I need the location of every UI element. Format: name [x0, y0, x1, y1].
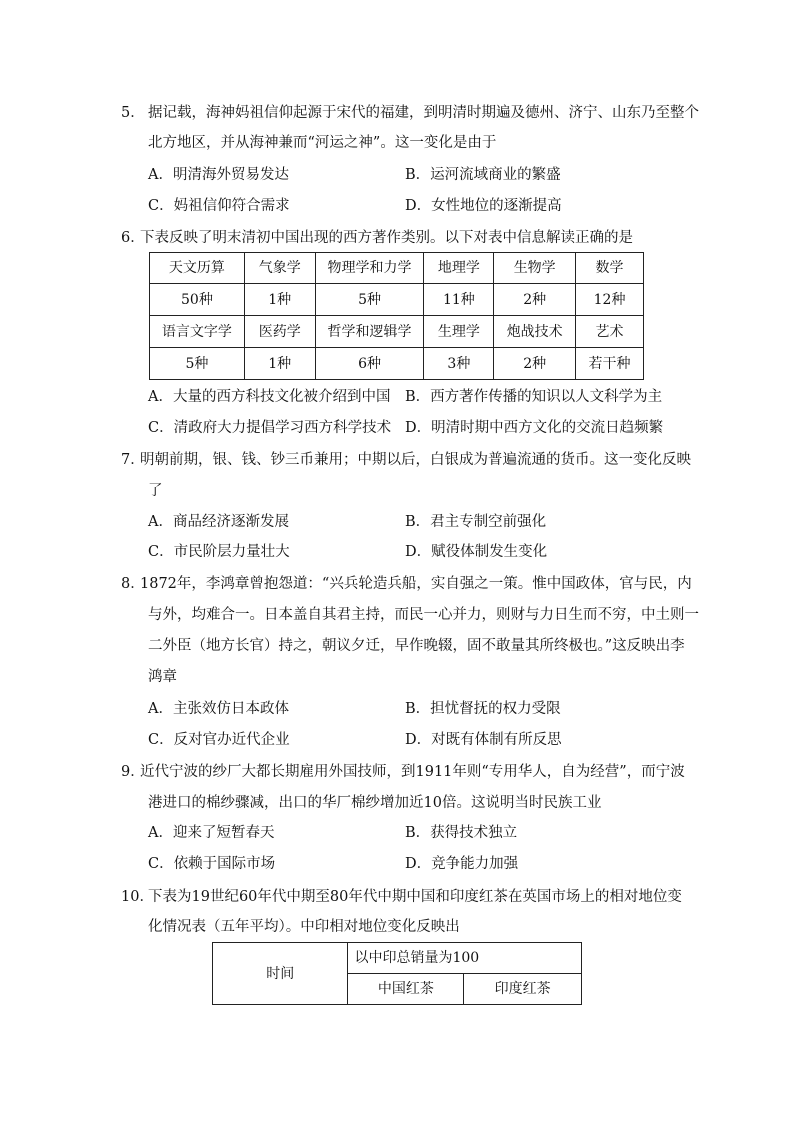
table-cell: 物理学和力学 [315, 253, 424, 284]
option-d: D．赋役体制发生变化 [405, 544, 548, 560]
option-c: C．清政府大力提倡学习西方科学技术 [148, 420, 392, 436]
table-cell: 地理学 [424, 253, 494, 284]
table-header-row [213, 943, 582, 974]
table-cell: 12种 [576, 284, 644, 316]
option-b: B．运河流域商业的繁盛 [405, 167, 561, 183]
option-a: A．大量的西方科技文化被介绍到中国 [148, 389, 391, 405]
question-text-line: 化情况表（五年平均）。中印相对地位变化反映出 [148, 919, 460, 935]
question-number: 10． [121, 889, 154, 905]
table-cell: 生物学 [494, 253, 576, 284]
table-header-india-tea: 印度红茶 [464, 974, 582, 1005]
table-cell: 2种 [494, 284, 576, 316]
option-a: A．主张效仿日本政体 [148, 701, 289, 717]
table-cell: 炮战技术 [494, 316, 576, 348]
table-cell: 5种 [315, 284, 424, 316]
table-cell: 2种 [494, 348, 576, 380]
table-cell: 11种 [424, 284, 494, 316]
table-cell: 生理学 [424, 316, 494, 348]
tea-market-table [212, 942, 582, 1005]
table-row [150, 348, 644, 380]
option-a: A．明清海外贸易发达 [148, 167, 289, 183]
question-text-line: 下表反映了明末清初中国出现的西方著作类别。以下对表中信息解读正确的是 [140, 230, 633, 246]
table-cell: 6种 [315, 348, 424, 380]
question-text-line: 1872年，李鸿章曾抱怨道：“兴兵轮造兵船，实自强之一策。惟中国政体，官与民，内 [140, 576, 692, 592]
table-cell: 气象学 [244, 253, 315, 284]
question-number: 9． [121, 764, 145, 780]
question-text-line: 与外，均难合一。日本盖自其君主持，而民一心并力，则财与力日生而不穷，中土则一 [148, 607, 699, 623]
table-cell: 语言文字学 [150, 316, 245, 348]
question-number: 6． [121, 230, 145, 246]
question-number: 5． [121, 105, 145, 121]
question-text-line: 下表为19世纪60年代中期至80年代中期中国和印度红茶在英国市场上的相对地位变 [148, 889, 682, 905]
option-b: B．君主专制空前强化 [405, 514, 547, 530]
table-header-group: 以中印总销量为100 [348, 943, 582, 974]
table-cell: 5种 [150, 348, 245, 380]
question-text-line: 北方地区，并从海神兼而“河运之神”。这一变化是由于 [148, 135, 497, 151]
option-c: C．市民阶层力量壮大 [148, 544, 290, 560]
table-cell: 数学 [576, 253, 644, 284]
table-cell: 50种 [150, 284, 245, 316]
table-cell: 哲学和逻辑学 [315, 316, 424, 348]
option-c: C．妈祖信仰符合需求 [148, 198, 290, 214]
table-row [150, 316, 644, 348]
table-cell: 1种 [244, 348, 315, 380]
table-cell: 1种 [244, 284, 315, 316]
table-cell: 3种 [424, 348, 494, 380]
question-text-line: 二外臣（地方长官）持之，朝议夕迁，早作晚辍，固不敢量其所终极也。”这反映出李 [148, 638, 685, 654]
table-row [150, 284, 644, 316]
table-cell: 医药学 [244, 316, 315, 348]
option-d: D．明清时期中西方文化的交流日趋频繁 [405, 420, 664, 436]
option-c: C．依赖于国际市场 [148, 856, 276, 872]
table-header-china-tea: 中国红茶 [348, 974, 464, 1005]
table-cell: 若干种 [576, 348, 644, 380]
option-a: A．商品经济逐渐发展 [148, 514, 289, 530]
option-a: A．迎来了短暂春天 [148, 825, 275, 841]
option-b: B．西方著作传播的知识以人文科学为主 [405, 389, 663, 405]
table-cell: 天文历算 [150, 253, 245, 284]
option-d: D．竞争能力加强 [405, 856, 519, 872]
option-d: D．对既有体制有所反思 [405, 732, 562, 748]
western-works-table [149, 252, 644, 380]
question-text-line: 据记载，海神妈祖信仰起源于宋代的福建，到明清时期遍及德州、济宁、山东乃至整个 [148, 105, 699, 121]
question-number: 8． [121, 576, 145, 592]
question-text-line: 明朝前期，银、钱、钞三币兼用；中期以后，白银成为普遍流通的货币。这一变化反映 [140, 452, 691, 468]
question-number: 7． [121, 452, 145, 468]
question-text-line: 港进口的棉纱骤减，出口的华厂棉纱增加近10倍。这说明当时民族工业 [148, 795, 602, 811]
option-d: D．女性地位的逐渐提高 [405, 198, 562, 214]
option-b: B．获得技术独立 [405, 825, 518, 841]
question-text-line: 近代宁波的纱厂大都长期雇用外国技师，到1911年则“专用华人，自为经营”，而宁波 [140, 764, 685, 780]
table-row [150, 253, 644, 284]
option-b: B．担忧督抚的权力受限 [405, 701, 561, 717]
table-cell: 艺术 [576, 316, 644, 348]
table-header-time: 时间 [213, 943, 348, 1005]
option-c: C．反对官办近代企业 [148, 732, 290, 748]
question-text-line: 鸿章 [148, 669, 177, 685]
question-text-line: 了 [148, 483, 163, 499]
